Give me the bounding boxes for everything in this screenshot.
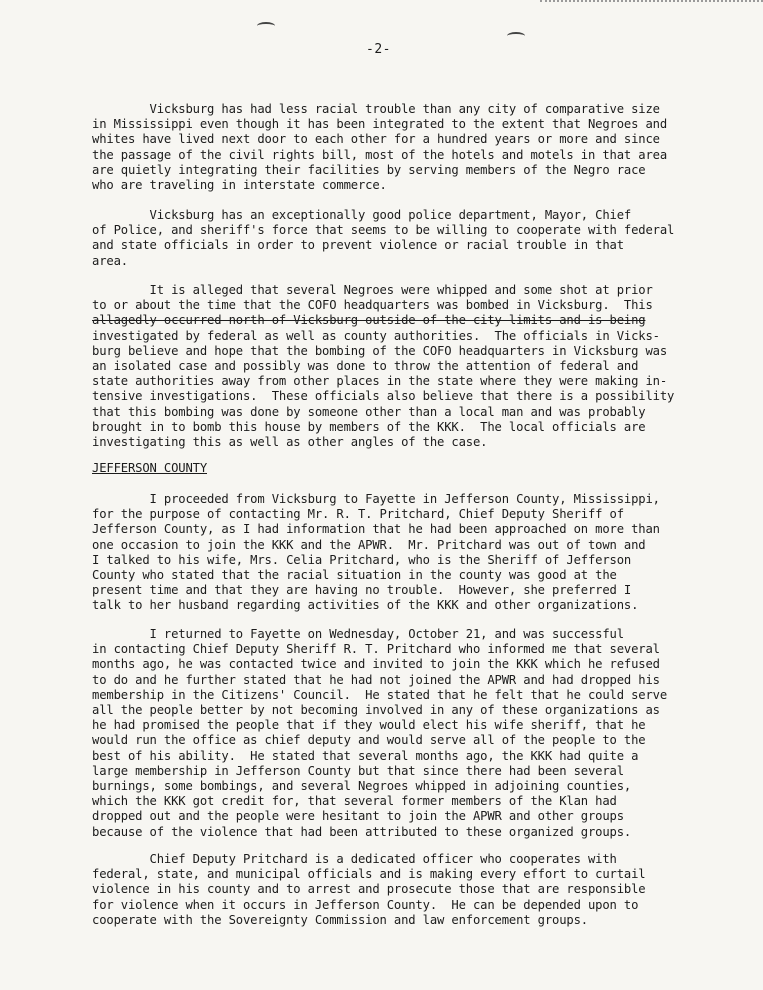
- paragraph-cofo-bombing: [92, 283, 712, 450]
- struck-through-line: allagedly occurred north of Vicksburg outside of the city limits and is being: [92, 313, 646, 328]
- paragraph-pritchard-assessment: Chief Deputy Pritchard is a dedicated officer who cooperates with federal, state, and municipal officials and is making every effort to curtail violence in his county and to arrest and prosecute those that are responsible for violence when it occurs in Jefferson County. He can be depended upon to cooperate with the Sovereignty Commission and law enforcement groups.: [92, 852, 646, 927]
- paragraph-fayette-visit: I proceeded from Vicksburg to Fayette in Jefferson County, Mississippi, for the purpose of contacting Mr. R. T. Pritchard, Chief Deputy Sheriff of Jefferson County, as I had information that he had been approached on more than one occasion to join the KKK and the APWR. Mr. Pritchard was out of town and I talked to his wife, Mrs. Celia Pritchard, who is the Sheriff of Jefferson County who stated that the racial situation in the county was good at the present time and that they are having no trouble. However, she preferred I talk to her husband regarding activities of the KKK and other organizations.: [92, 492, 660, 613]
- paragraph-cofo-line-1: It is alleged that several Negroes were whipped and some shot at prior: [92, 283, 653, 297]
- punch-hole-mark-left: [257, 22, 275, 30]
- paragraph-cofo-rest: investigated by federal as well as county authorities. The officials in Vicks- burg believe and hope that the bombing of the COFO headquarters in Vicksburg was an isolated case and possibly was done to throw the attention of federal and state authorities away from other places in the state where they were making in- tensive investigations. These officials also believe that there is a possibility that this bombing was done by someone other than a local man and was probably brought in to bomb this house by members of the KKK. The local officials are investigating this as well as other angles of the case.: [92, 328, 675, 450]
- paragraph-pritchard-interview: I returned to Fayette on Wednesday, October 21, and was successful in contacting Chief Deputy Sheriff R. T. Pritchard who informed me that several months ago, he was contacted twice and invited to join the KKK which he refused to do and he further stated that he had not joined the APWR and had dropped his membership in the Citizens' Council. He stated that he felt that he could serve all the people better by not becoming involved in any of these organizations as he had promised the people that if they would elect his wife sheriff, that he would run the office as chief deputy and would serve all of the people to the best of his ability. He stated that several months ago, the KKK had quite a large membership in Jefferson County but that since there had been several burnings, some bombings, and several Negroes whipped in adjoining counties, which the KKK got credit for, that several former members of the Klan had dropped out and the people were hesitant to join the APWR and other groups because of the violence that had been attributed to these organized groups.: [92, 627, 667, 839]
- page-edge-mark: [540, 0, 763, 5]
- page-number: -2-: [366, 42, 391, 57]
- paragraph-vicksburg-racial: Vicksburg has had less racial trouble than any city of comparative size in Mississippi even though it has been integrated to the extent that Negroes and whites have lived next door to each other for a hundred years or more and since the passage of the civil rights bill, most of the hotels and motels in that area are quietly integrating their facilities by serving members of the Negro race who are traveling in interstate commerce.: [92, 102, 667, 193]
- section-heading-jefferson-county: JEFFERSON COUNTY: [92, 461, 207, 475]
- punch-hole-mark-right: [507, 32, 525, 40]
- paragraph-vicksburg-police: Vicksburg has an exceptionally good police department, Mayor, Chief of Police, and sheriff's force that seems to be willing to cooperate with federal and state officials in order to prevent violence or racial trouble in that area.: [92, 208, 675, 268]
- paragraph-cofo-line-2: to or about the time that the COFO headquarters was bombed in Vicksburg. This: [92, 298, 653, 313]
